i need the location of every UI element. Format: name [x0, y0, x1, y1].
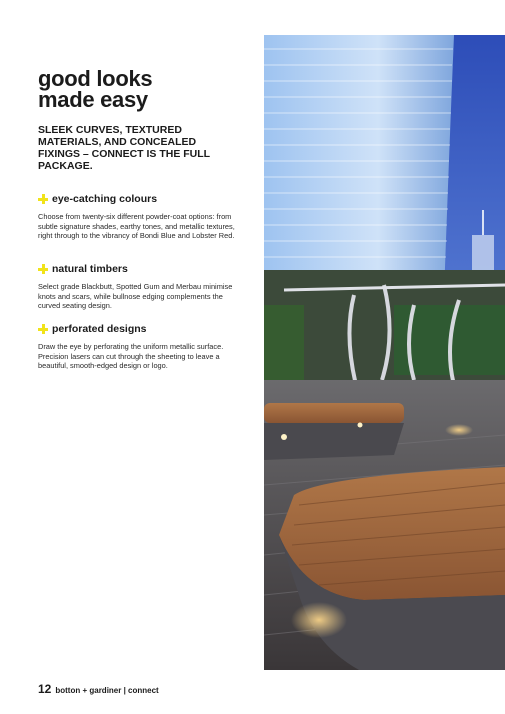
section-body: Choose from twenty-six different powder-coat options: from subtle signature shades, earthy tones, and metallic textures, right through to the vibrancy of Bondi Blue and Lobster Red. — [38, 212, 235, 241]
title-line-2: made easy — [38, 87, 148, 112]
plus-icon — [38, 324, 48, 334]
section-natural-timbers — [38, 262, 238, 311]
title-line-1: good looks — [38, 66, 153, 91]
page-number: 12 — [38, 682, 52, 696]
section-title: eye-catching colours — [52, 193, 158, 205]
section-eye-catching-colours — [38, 192, 238, 241]
plus-icon — [38, 194, 48, 204]
page-footer — [38, 682, 159, 696]
section-title: natural timbers — [52, 263, 128, 275]
footer-brand: botton + gardiner | connect — [55, 686, 159, 695]
plus-icon — [38, 264, 48, 274]
section-perforated-designs — [38, 322, 238, 371]
product-photo — [264, 35, 505, 670]
section-body: Select grade Blackbutt, Spotted Gum and Merbau minimise knots and scars, while bullnose edging complements the curved seating design. — [38, 282, 233, 311]
page-title — [38, 68, 238, 110]
section-title: perforated designs — [52, 323, 147, 335]
section-body: Draw the eye by perforating the uniform metallic surface. Precision lasers can cut through the sheeting to leave a beautiful, smooth-edged design or logo. — [38, 342, 224, 371]
lead-paragraph: SLEEK CURVES, TEXTURED MATERIALS, AND CONCEALED FIXINGS – CONNECT IS THE FULL PACKAGE. — [38, 124, 210, 172]
